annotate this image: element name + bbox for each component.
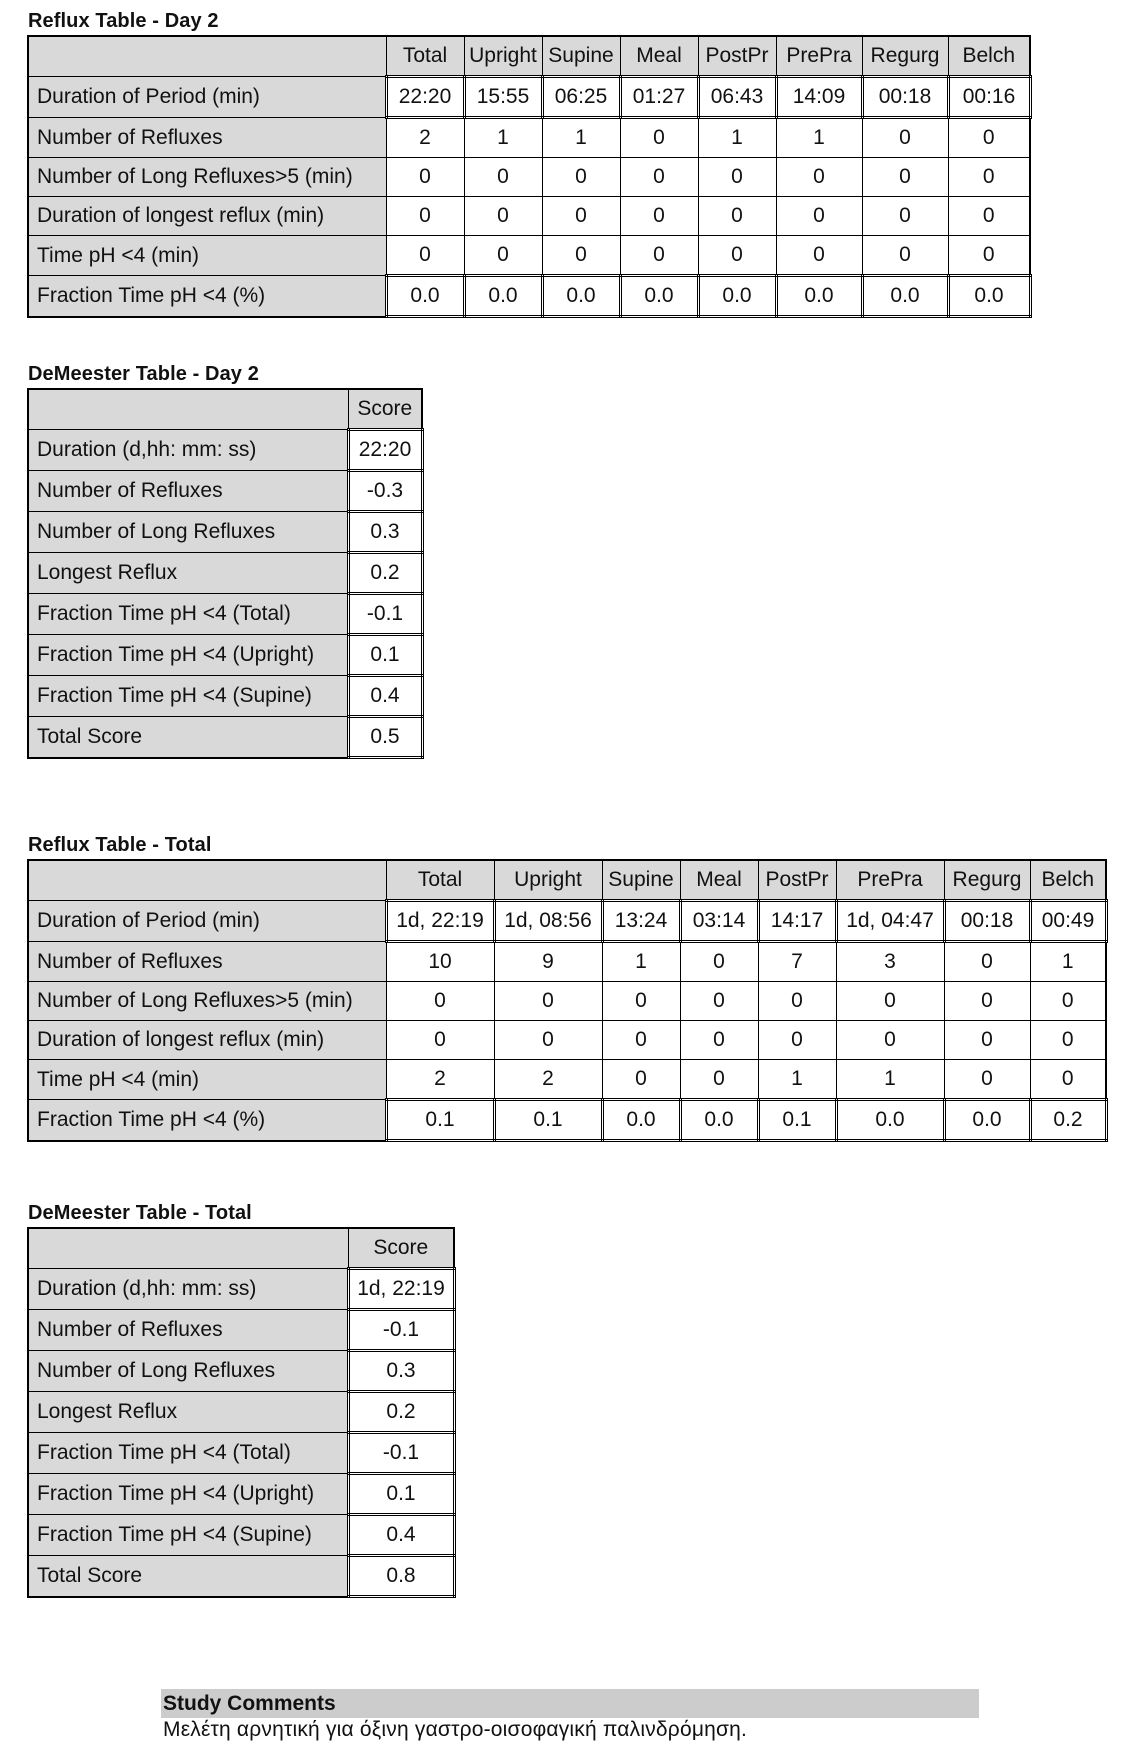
row-label: Number of Long Refluxes: [28, 1351, 348, 1392]
table-cell: 0.1: [758, 1100, 836, 1141]
column-header-score: Score: [348, 389, 422, 430]
row-label: Fraction Time pH <4 (Supine): [28, 1515, 348, 1556]
total-score-cell: 0.5: [348, 717, 422, 758]
table-cell: 0: [602, 1021, 680, 1060]
table-cell: 0.0: [698, 276, 776, 317]
table-row: [28, 1433, 454, 1474]
table-cell: 0: [944, 1021, 1030, 1060]
table-row: [28, 635, 422, 676]
table-cell: 0.0: [464, 276, 542, 317]
table-cell: 0.0: [602, 1100, 680, 1141]
row-label: Fraction Time pH <4 (Upright): [28, 635, 348, 676]
table-cell: 1d, 22:19: [386, 901, 494, 942]
table-row: [28, 1310, 454, 1351]
table-row: [28, 430, 422, 471]
table-cell: 0: [698, 197, 776, 236]
demeester-day2-title: DeMeester Table - Day 2: [28, 363, 259, 385]
score-cell: -0.3: [348, 471, 422, 512]
study-comments-text: Μελέτη αρνητική για όξινη γαστρο-οισοφαγική παλινδρόμηση.: [163, 1718, 748, 1741]
table-cell: 0: [948, 118, 1030, 158]
column-header-belch: Belch: [948, 36, 1030, 77]
table-cell: 0: [1030, 1060, 1106, 1100]
column-header-postpr: PostPr: [698, 36, 776, 77]
table-cell: 0: [948, 236, 1030, 276]
table-cell: 3: [836, 942, 944, 982]
corner-cell: [28, 389, 348, 430]
row-label: Fraction Time pH <4 (Total): [28, 594, 348, 635]
table-cell: 0: [776, 236, 862, 276]
corner-cell: [28, 1228, 348, 1269]
table-cell: 00:18: [862, 77, 948, 118]
table-cell: 1: [464, 118, 542, 158]
table-cell: 0: [862, 197, 948, 236]
table-cell: 0: [836, 982, 944, 1021]
column-header-upright: Upright: [464, 36, 542, 77]
column-header-belch: Belch: [1030, 860, 1106, 901]
row-label: Time pH <4 (min): [28, 1060, 386, 1100]
column-header-prepra: PrePra: [776, 36, 862, 77]
table-cell: 0.0: [862, 276, 948, 317]
table-cell: 0: [494, 982, 602, 1021]
row-label: Number of Long Refluxes: [28, 512, 348, 553]
score-cell: 0.4: [348, 676, 422, 717]
table-cell: 00:18: [944, 901, 1030, 942]
table-cell: 0: [386, 197, 464, 236]
table-row: [28, 471, 422, 512]
score-cell: 0.4: [348, 1515, 454, 1556]
table-cell: 0: [944, 942, 1030, 982]
table-row: [28, 594, 422, 635]
row-label: Time pH <4 (min): [28, 236, 386, 276]
table-cell: 0: [602, 1060, 680, 1100]
demeester-total-table: [27, 1227, 456, 1598]
table-header-row: [28, 860, 1106, 901]
table-row: [28, 512, 422, 553]
table-row: [28, 1351, 454, 1392]
table-cell: 0: [464, 236, 542, 276]
table-row: [28, 1392, 454, 1433]
table-row: [28, 197, 1030, 236]
demeester-day2-table: [27, 388, 424, 759]
column-header-meal: Meal: [620, 36, 698, 77]
table-row: [28, 118, 1030, 158]
table-cell: 0.0: [620, 276, 698, 317]
table-row: [28, 158, 1030, 197]
row-label: Fraction Time pH <4 (Upright): [28, 1474, 348, 1515]
table-header-row: [28, 36, 1030, 77]
table-cell: 0: [386, 236, 464, 276]
table-cell: 1d, 08:56: [494, 901, 602, 942]
table-row: [28, 1474, 454, 1515]
column-header-regurg: Regurg: [944, 860, 1030, 901]
table-cell: 0: [948, 197, 1030, 236]
column-header-upright: Upright: [494, 860, 602, 901]
table-cell: 0.0: [386, 276, 464, 317]
table-row: [28, 236, 1030, 276]
table-header-row: [28, 389, 422, 430]
table-cell: 0.1: [386, 1100, 494, 1141]
table-row: [28, 1269, 454, 1310]
table-header-row: [28, 1228, 454, 1269]
table-cell: 0.0: [776, 276, 862, 317]
table-cell: 0: [1030, 1021, 1106, 1060]
table-cell: 1: [758, 1060, 836, 1100]
table-cell: 0: [620, 158, 698, 197]
table-cell: 1: [602, 942, 680, 982]
row-label: Fraction Time pH <4 (%): [28, 1100, 386, 1141]
row-label: Total Score: [28, 717, 348, 758]
corner-cell: [28, 36, 386, 77]
score-cell: -0.1: [348, 1310, 454, 1351]
table-cell: 1: [1030, 942, 1106, 982]
table-cell: 0: [386, 982, 494, 1021]
table-cell: 9: [494, 942, 602, 982]
table-cell: 0.0: [944, 1100, 1030, 1141]
table-cell: 0: [620, 236, 698, 276]
score-cell: 0.1: [348, 1474, 454, 1515]
table-cell: 0: [776, 158, 862, 197]
reflux-total-table: [27, 859, 1108, 1142]
table-cell: 0: [862, 118, 948, 158]
table-cell: 7: [758, 942, 836, 982]
table-cell: 0: [862, 236, 948, 276]
table-cell: 14:09: [776, 77, 862, 118]
table-cell: 0: [698, 236, 776, 276]
column-header-total: Total: [386, 860, 494, 901]
row-label: Fraction Time pH <4 (Supine): [28, 676, 348, 717]
row-label: Number of Long Refluxes>5 (min): [28, 982, 386, 1021]
row-label: Number of Refluxes: [28, 942, 386, 982]
table-row: [28, 717, 422, 758]
score-cell: 1d, 22:19: [348, 1269, 454, 1310]
row-label: Number of Refluxes: [28, 1310, 348, 1351]
table-row: [28, 1556, 454, 1597]
column-header-regurg: Regurg: [862, 36, 948, 77]
column-header-total: Total: [386, 36, 464, 77]
table-cell: 0.0: [836, 1100, 944, 1141]
table-cell: 01:27: [620, 77, 698, 118]
table-cell: 06:43: [698, 77, 776, 118]
table-cell: 0: [1030, 982, 1106, 1021]
table-row: [28, 553, 422, 594]
table-cell: 0: [948, 158, 1030, 197]
table-cell: 0.2: [1030, 1100, 1106, 1141]
table-cell: 13:24: [602, 901, 680, 942]
score-cell: -0.1: [348, 1433, 454, 1474]
column-header-postpr: PostPr: [758, 860, 836, 901]
demeester-total-title: DeMeester Table - Total: [28, 1202, 252, 1224]
table-cell: 10: [386, 942, 494, 982]
row-label: Fraction Time pH <4 (Total): [28, 1433, 348, 1474]
row-label: Longest Reflux: [28, 553, 348, 594]
table-cell: 0: [542, 236, 620, 276]
table-cell: 0: [836, 1021, 944, 1060]
table-cell: 0.1: [494, 1100, 602, 1141]
table-row: [28, 676, 422, 717]
table-cell: 0: [542, 197, 620, 236]
table-cell: 0: [680, 942, 758, 982]
row-label: Number of Refluxes: [28, 118, 386, 158]
table-cell: 0: [758, 982, 836, 1021]
row-label: Duration of Period (min): [28, 77, 386, 118]
reflux-day2-title: Reflux Table - Day 2: [28, 10, 219, 32]
table-cell: 1: [542, 118, 620, 158]
table-cell: 15:55: [464, 77, 542, 118]
column-header-meal: Meal: [680, 860, 758, 901]
total-score-cell: 0.8: [348, 1556, 454, 1597]
table-row: [28, 77, 1030, 118]
table-row: [28, 901, 1106, 942]
study-comments-header: Study Comments: [161, 1689, 979, 1718]
row-label: Number of Refluxes: [28, 471, 348, 512]
table-cell: 22:20: [386, 77, 464, 118]
table-cell: 0: [602, 982, 680, 1021]
table-row: [28, 276, 1030, 317]
table-cell: 0.0: [948, 276, 1030, 317]
row-label: Duration of Period (min): [28, 901, 386, 942]
table-row: [28, 942, 1106, 982]
table-cell: 0: [494, 1021, 602, 1060]
table-cell: 0: [464, 197, 542, 236]
score-cell: 0.3: [348, 1351, 454, 1392]
table-cell: 0: [386, 1021, 494, 1060]
score-cell: 0.1: [348, 635, 422, 676]
column-header-prepra: PrePra: [836, 860, 944, 901]
score-cell: -0.1: [348, 594, 422, 635]
row-label: Duration (d,hh: mm: ss): [28, 1269, 348, 1310]
row-label: Duration of longest reflux (min): [28, 197, 386, 236]
table-cell: 1: [698, 118, 776, 158]
reflux-total-title: Reflux Table - Total: [28, 834, 212, 856]
table-cell: 2: [386, 1060, 494, 1100]
table-cell: 0: [386, 158, 464, 197]
table-cell: 14:17: [758, 901, 836, 942]
table-cell: 0: [698, 158, 776, 197]
table-cell: 0: [542, 158, 620, 197]
table-row: [28, 982, 1106, 1021]
table-cell: 1d, 04:47: [836, 901, 944, 942]
table-cell: 0: [944, 982, 1030, 1021]
row-label: Fraction Time pH <4 (%): [28, 276, 386, 317]
table-row: [28, 1060, 1106, 1100]
score-cell: 22:20: [348, 430, 422, 471]
table-cell: 2: [494, 1060, 602, 1100]
column-header-supine: Supine: [542, 36, 620, 77]
row-label: Longest Reflux: [28, 1392, 348, 1433]
table-row: [28, 1515, 454, 1556]
table-row: [28, 1021, 1106, 1060]
table-cell: 1: [836, 1060, 944, 1100]
table-cell: 0: [620, 118, 698, 158]
table-cell: 0: [464, 158, 542, 197]
column-header-supine: Supine: [602, 860, 680, 901]
table-cell: 0: [680, 1060, 758, 1100]
row-label: Duration (d,hh: mm: ss): [28, 430, 348, 471]
table-cell: 0: [862, 158, 948, 197]
table-cell: 03:14: [680, 901, 758, 942]
score-cell: 0.2: [348, 553, 422, 594]
table-cell: 0: [944, 1060, 1030, 1100]
table-cell: 0: [776, 197, 862, 236]
reflux-day2-table: [27, 35, 1032, 318]
table-cell: 0: [680, 982, 758, 1021]
row-label: Duration of longest reflux (min): [28, 1021, 386, 1060]
table-cell: 0.0: [542, 276, 620, 317]
table-row: [28, 1100, 1106, 1141]
table-cell: 0: [680, 1021, 758, 1060]
score-cell: 0.3: [348, 512, 422, 553]
table-cell: 0: [758, 1021, 836, 1060]
table-cell: 0: [620, 197, 698, 236]
corner-cell: [28, 860, 386, 901]
table-cell: 06:25: [542, 77, 620, 118]
table-cell: 0.0: [680, 1100, 758, 1141]
table-cell: 1: [776, 118, 862, 158]
score-cell: 0.2: [348, 1392, 454, 1433]
table-cell: 00:16: [948, 77, 1030, 118]
row-label: Number of Long Refluxes>5 (min): [28, 158, 386, 197]
row-label: Total Score: [28, 1556, 348, 1597]
table-cell: 2: [386, 118, 464, 158]
table-cell: 00:49: [1030, 901, 1106, 942]
column-header-score: Score: [348, 1228, 454, 1269]
